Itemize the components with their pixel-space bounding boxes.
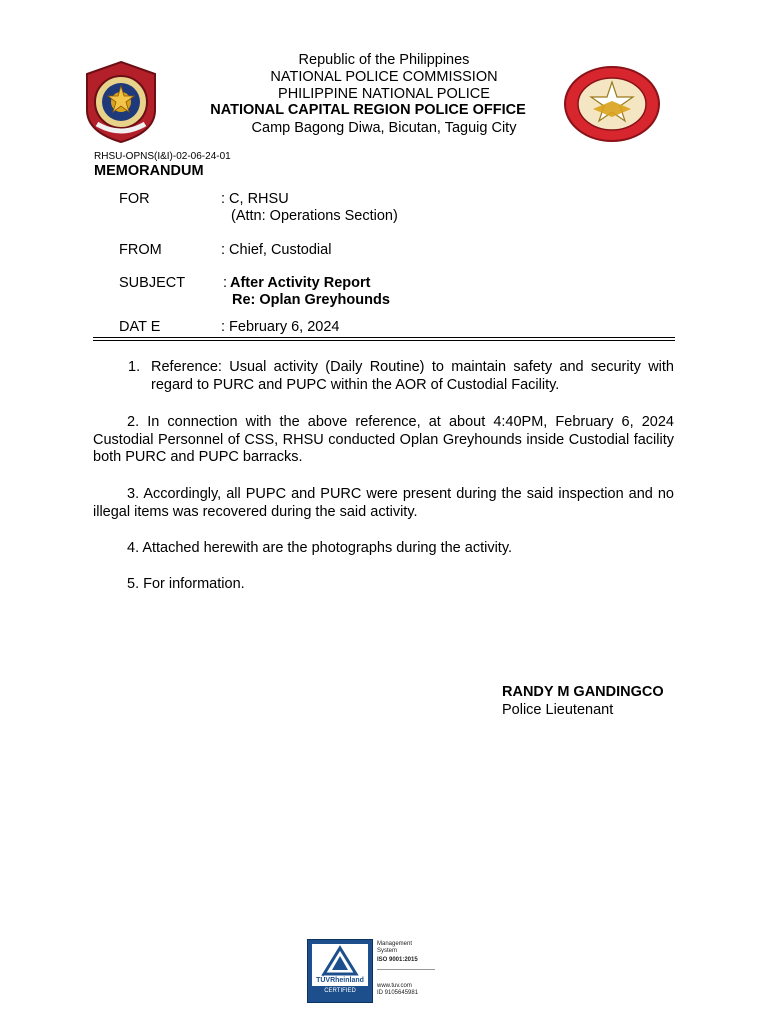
tuv-logo-panel bbox=[312, 944, 368, 986]
paragraph-3: 3. Accordingly, all PUPC and PURC were present during the said inspection and no illegal items was recovered during the said activity. bbox=[93, 486, 674, 520]
from-label: FROM bbox=[119, 242, 162, 258]
signatory-name: RANDY M GANDINGCO bbox=[502, 684, 664, 700]
paragraph-2: 2. In connection with the above reference, at about 4:40PM, February 6, 2024 Custodial Personnel of CSS, RHSU conducted Oplan Greyhounds inside Custodial facility both PURC and PUPC barracks. bbox=[93, 414, 674, 465]
cert-management: Management bbox=[377, 941, 413, 947]
header-divider-bottom bbox=[93, 340, 675, 341]
for-value: : C, RHSU bbox=[221, 191, 289, 207]
paragraph-4: 4. Attached herewith are the photographs during the activity. bbox=[127, 540, 513, 556]
subject-label: SUBJECT bbox=[119, 275, 186, 291]
subject-value bbox=[230, 275, 370, 292]
header-line-ncrpo: NATIONAL CAPITAL REGION POLICE OFFICE bbox=[210, 102, 526, 118]
for-attention: (Attn: Operations Section) bbox=[231, 208, 398, 224]
tuv-certification-badge bbox=[307, 939, 435, 1001]
header-line-republic: Republic of the Philippines bbox=[298, 52, 470, 68]
tuv-logo bbox=[307, 939, 373, 1003]
cert-system: System bbox=[377, 948, 398, 954]
cert-divider bbox=[377, 969, 435, 970]
cert-id: ID 9105645981 bbox=[377, 990, 419, 996]
date-label: DAT E bbox=[119, 319, 161, 335]
memorandum-title: MEMORANDUM bbox=[94, 163, 204, 179]
tuv-brand-text: TÜVRheinland bbox=[316, 977, 364, 984]
date-value: : February 6, 2024 bbox=[221, 319, 340, 335]
cert-website: www.tuv.com bbox=[377, 983, 412, 989]
header-line-address: Camp Bagong Diwa, Bicutan, Taguig City bbox=[251, 120, 517, 136]
paragraph-1: Reference: Usual activity (Daily Routine) to maintain safety and security with regard to PURC and PUPC within the AOR of Custodial Facility. bbox=[151, 359, 674, 393]
subject-re bbox=[232, 292, 390, 309]
subject-colon: : bbox=[223, 275, 228, 291]
reference-code: RHSU-OPNS(I&I)-02-06-24-01 bbox=[94, 151, 231, 162]
subject-title: After Activity Report bbox=[230, 275, 371, 291]
header-line-pnp: PHILIPPINE NATIONAL POLICE bbox=[278, 86, 490, 102]
from-value: : Chief, Custodial bbox=[221, 242, 332, 258]
signatory-rank: Police Lieutenant bbox=[502, 702, 614, 718]
cert-iso: ISO 9001:2015 bbox=[377, 957, 418, 963]
tuv-certified-label: CERTIFIED bbox=[324, 988, 356, 994]
for-label: FOR bbox=[119, 191, 150, 207]
subject-re-title: Re: Oplan Greyhounds bbox=[232, 292, 390, 308]
header-divider-top bbox=[93, 337, 675, 338]
paragraph-1-number: 1. bbox=[128, 359, 141, 375]
header-line-napolcom: NATIONAL POLICE COMMISSION bbox=[270, 69, 498, 85]
paragraph-5: 5. For information. bbox=[127, 576, 245, 592]
